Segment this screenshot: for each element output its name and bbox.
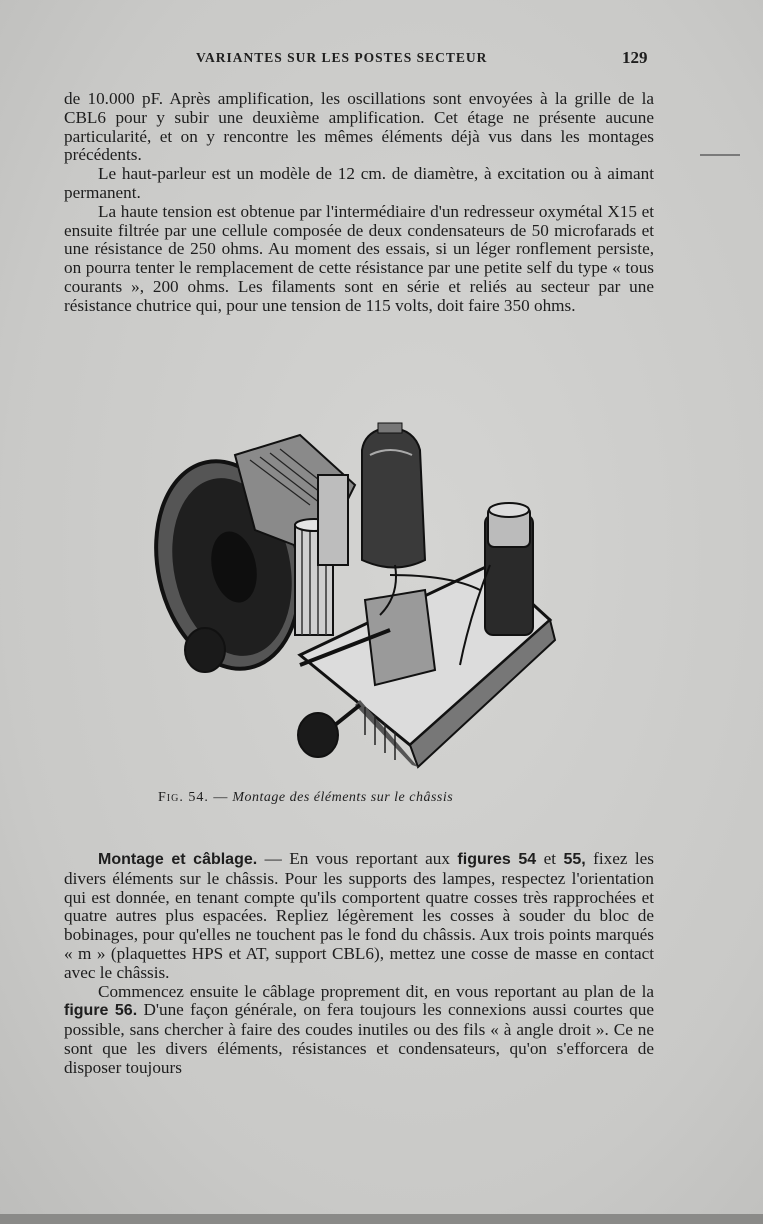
figure-reference: 55, <box>563 851 586 868</box>
paragraph: Commencez ensuite le câblage proprement dit, en vous reportant au plan de la figure 56. D'une façon générale, on fera toujours les connexions aussi courtes que possible, sans chercher à faire des coudes inutiles ou des fils « à angle droit ». Ce ne sont que les divers éléments, résistances et condensateurs, qu'on s'efforcera de disposer toujours <box>64 981 654 1077</box>
running-head: VARIANTES SUR LES POSTES SECTEUR <box>196 50 488 65</box>
figure-reference: figure 56. <box>64 1002 138 1020</box>
page-edge <box>0 1214 763 1224</box>
figure-label: Fig. 54. — <box>158 790 229 805</box>
body-text-top <box>64 90 654 316</box>
paragraph: Le haut-parleur est un modèle de 12 cm. de diamètre, à excitation ou à aimant permanent. <box>64 164 654 202</box>
margin-mark <box>700 154 740 156</box>
figure-caption <box>158 790 453 806</box>
figure-reference: figures 54 <box>457 851 537 868</box>
chassis-illustration <box>150 415 560 775</box>
figure-title: Montage des éléments sur le châssis <box>232 790 454 805</box>
body-text-bottom <box>64 850 654 1078</box>
paragraph: Montage et câblage. — En vous reportant aux figures 54 et 55, fixez les divers éléments sur le châssis. Pour les supports des lampes, respectez l'orientation qui est donnée, en tenant compte qu'ils comportent quatre cosses très rapprochées et quatre autres plus espacées. Repliez légèrement les cosses à souder du bloc de bobinages, pour qu'elles ne touchent pas le fond du châssis. Aux trois points marqués « m » (plaquettes HPS et AT, support CBL6), mettez une cosse de masse en contact avec le châssis. <box>64 849 655 982</box>
paragraph: de 10.000 pF. Après amplification, les oscillations sont envoyées à la grille de la CBL6 pour y subir une deuxième amplification. Cet étage ne présente aucune particularité, et on y rencontre les mêmes éléments déjà vus dans les montages précédents. <box>64 89 654 165</box>
page-number: 129 <box>622 48 648 67</box>
section-heading: Montage et câblage. <box>98 851 258 868</box>
paragraph: La haute tension est obtenue par l'intermédiaire d'un redresseur oxymétal X15 et ensuite filtrée par une cellule composée de deux condensateurs de 50 microfarads et une résistance de 250 ohms. Au moment des essais, si un léger ronflement persiste, on pourra tenter le remplacement de cette résistance par une petite self du type « tous courants », 200 ohms. Les filaments sont en série et reliés au secteur par une résistance chutrice qui, pour une tension de 115 volts, doit faire 350 ohms. <box>64 201 654 315</box>
